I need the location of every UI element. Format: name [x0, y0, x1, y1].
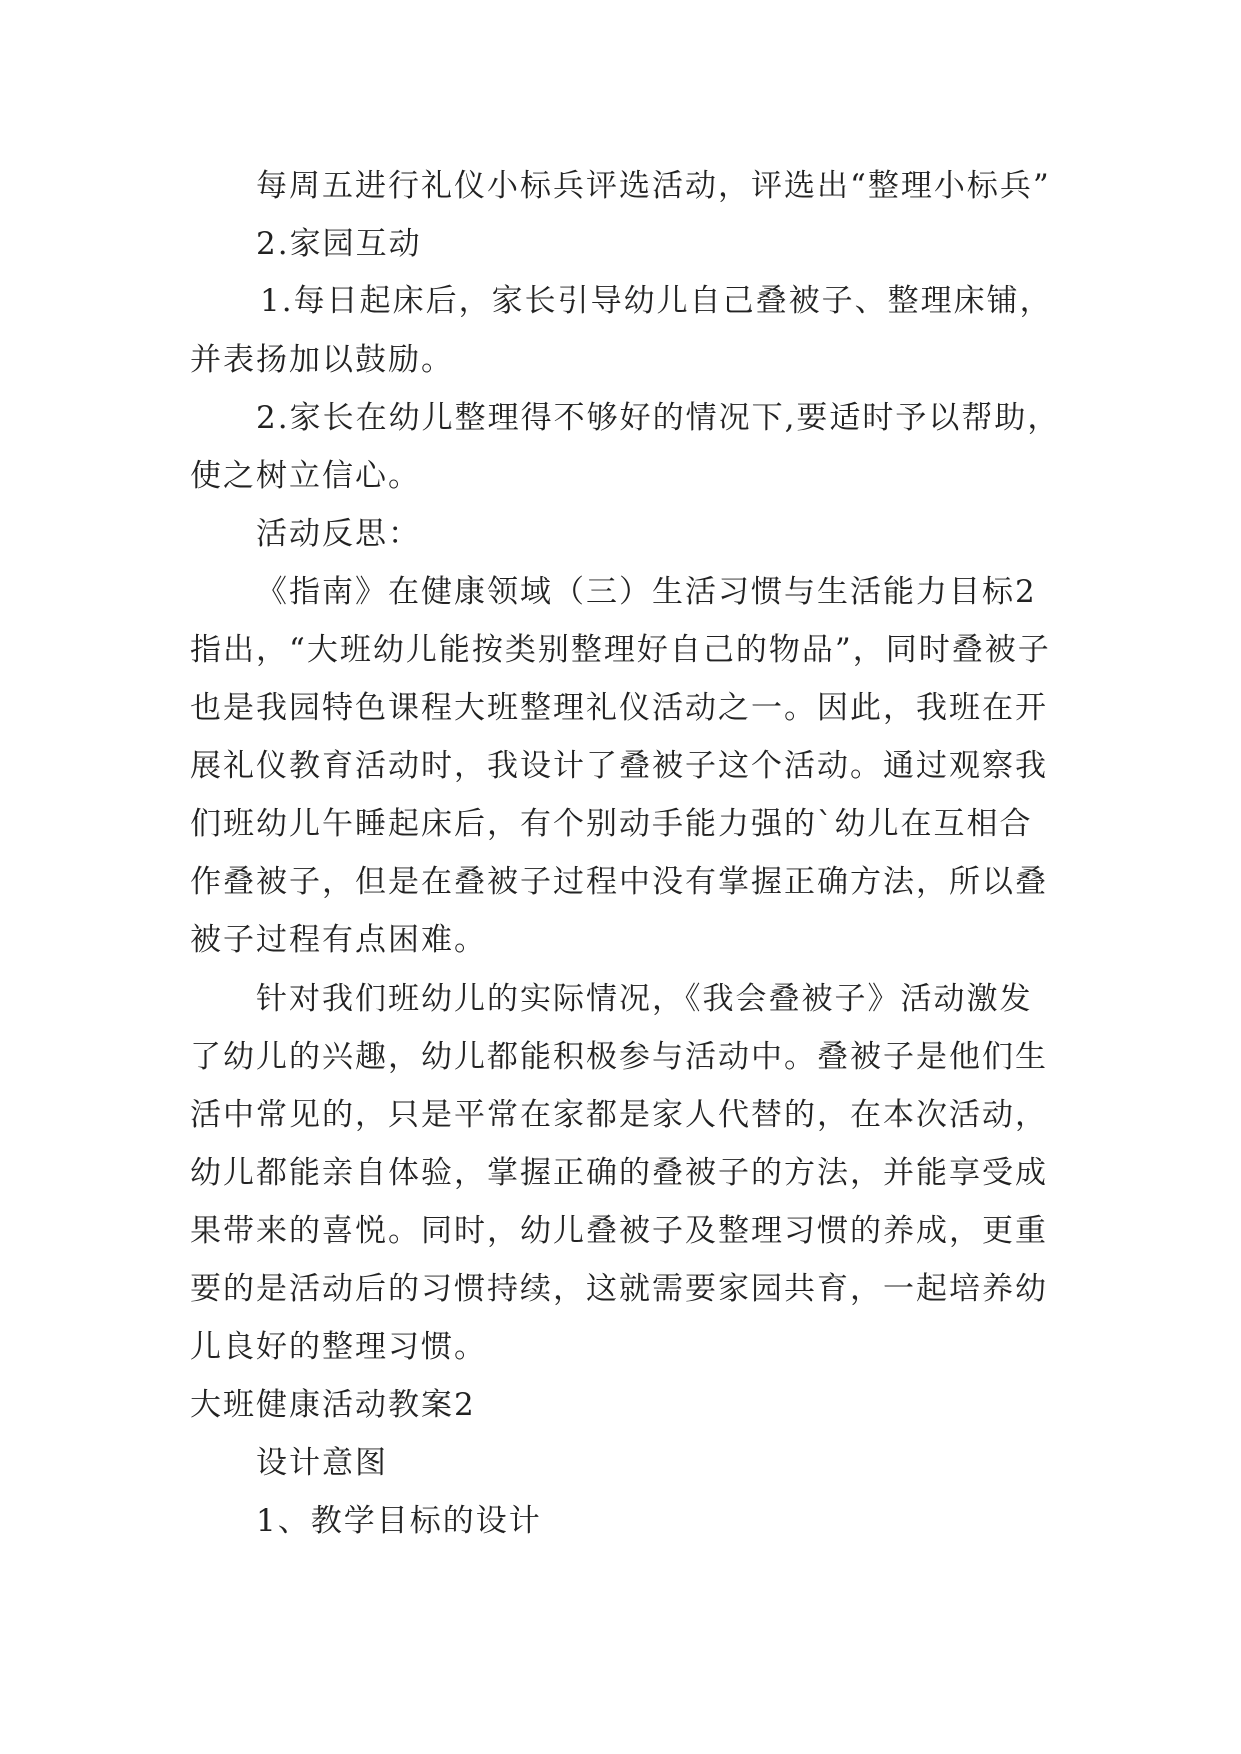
paragraph-line: 被子过程有点困难。: [190, 922, 487, 958]
paragraph-line: 2.家长在幼儿整理得不够好的情况下,要适时予以帮助，: [256, 400, 1061, 436]
document-title: 大班健康活动教案2: [190, 1387, 476, 1423]
paragraph-line: 1.每日起床后，家长引导幼儿自己叠被子、整理床铺，: [260, 283, 1053, 319]
paragraph-line: 也是我园特色课程大班整理礼仪活动之一。因此，我班在开: [190, 690, 1048, 726]
paragraph-line: 们班幼儿午睡起床后，有个别动手能力强的`幼儿在互相合: [190, 806, 1033, 842]
paragraph-line: 每周五进行礼仪小标兵评选活动，评选出“整理小标兵”: [256, 168, 1051, 204]
paragraph-line: 并表扬加以鼓励。: [190, 342, 454, 378]
paragraph-line: 《指南》在健康领域（三）生活习惯与生活能力目标2: [256, 574, 1037, 610]
paragraph-line: 展礼仪教育活动时，我设计了叠被子这个活动。通过观察我: [190, 748, 1048, 784]
paragraph-line: 了幼儿的兴趣，幼儿都能积极参与活动中。叠被子是他们生: [190, 1039, 1048, 1075]
paragraph-line: 儿良好的整理习惯。: [190, 1329, 487, 1365]
paragraph-line: 幼儿都能亲自体验，掌握正确的叠被子的方法，并能享受成: [190, 1155, 1048, 1191]
paragraph-line: 活中常见的，只是平常在家都是家人代替的，在本次活动，: [190, 1097, 1048, 1133]
paragraph-line: 使之树立信心。: [190, 458, 421, 494]
paragraph-line: 作叠被子，但是在叠被子过程中没有掌握正确方法，所以叠: [190, 864, 1048, 900]
paragraph-line: 要的是活动后的习惯持续，这就需要家园共育，一起培养幼: [190, 1271, 1048, 1307]
paragraph-line: 针对我们班幼儿的实际情况，《我会叠被子》活动激发: [256, 981, 1033, 1017]
paragraph-line: 果带来的喜悦。同时，幼儿叠被子及整理习惯的养成，更重: [190, 1213, 1048, 1249]
section-heading: 1、教学目标的设计: [256, 1503, 542, 1539]
paragraph-line: 指出，“大班幼儿能按类别整理好自己的物品”，同时叠被子: [190, 632, 1051, 668]
section-heading: 设计意图: [256, 1445, 388, 1481]
section-heading: 2.家园互动: [256, 226, 422, 262]
section-heading: 活动反思：: [256, 516, 421, 552]
